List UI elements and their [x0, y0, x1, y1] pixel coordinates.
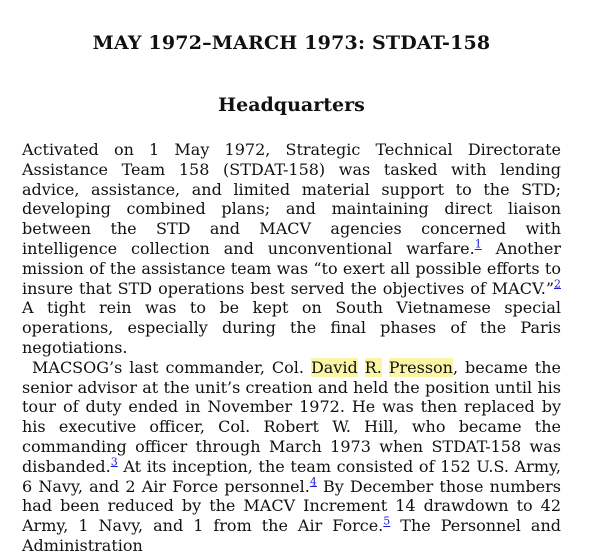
- space-1: [358, 358, 365, 377]
- paragraph-2-text-b: , became the senior advisor at the unit’s creation and held the position until his tour of duty ended in November 1972. He was then replaced by his executive officer, Col. Robert W. Hill, who became the commanding officer through March 1973 when STDAT-158 was disbanded.: [22, 357, 561, 476]
- paragraph-2-text-d: By December those numbers had been reduced by the MACV Increment 14 drawdown to 42 Army, 1 Navy, and 1 from the Air Force.: [22, 476, 562, 536]
- highlighted-name-last: Presson: [388, 357, 453, 377]
- paragraph-2-text-a: MACSOG’s last commander, Col.: [32, 357, 311, 377]
- paragraph-1-text-b: Another mission of the assistance team was “to exert all possible efforts to insure that STD operations best served the objectives of MACV.”: [22, 238, 562, 298]
- paragraph-1-text-a: Activated on 1 May 1972, Strategic Technical Directorate Assistance Team 158 (STDAT-158) was tasked with lending advice, assistance, and limited material support to the STD; developing combined plans; and maintaining direct liaison between the STD and MACV agencies concerned with intelligence collection and unconventional warfare.: [22, 140, 561, 258]
- section-title: Headquarters: [218, 94, 365, 116]
- paragraph-2-text-e: The Personnel and Administration: [22, 516, 561, 555]
- space-2: [382, 358, 389, 377]
- paragraph-2: [22, 358, 561, 556]
- body-text: [22, 140, 561, 556]
- paragraph-2-text-c: At its inception, the team consisted of 152 U.S. Army, 6 Navy, and 2 Air Force personnel.: [22, 456, 561, 496]
- footnote-link-2[interactable]: 2: [554, 277, 561, 291]
- paragraph-1-text-c: A tight rein was to be kept on South Vietnamese special operations, especially during the final phases of the Paris negotiations.: [22, 298, 561, 357]
- chapter-title: MAY 1972–MARCH 1973: STDAT-158: [92, 32, 491, 54]
- footnote-link-4[interactable]: 4: [309, 475, 317, 489]
- highlighted-name-initial: R.: [364, 357, 382, 377]
- footnote-link-5[interactable]: 5: [383, 514, 391, 528]
- footnote-link-3[interactable]: 3: [110, 455, 118, 469]
- footnote-link-1[interactable]: 1: [474, 237, 482, 251]
- highlighted-name-first: David: [310, 357, 358, 377]
- paragraph-1: [22, 140, 561, 358]
